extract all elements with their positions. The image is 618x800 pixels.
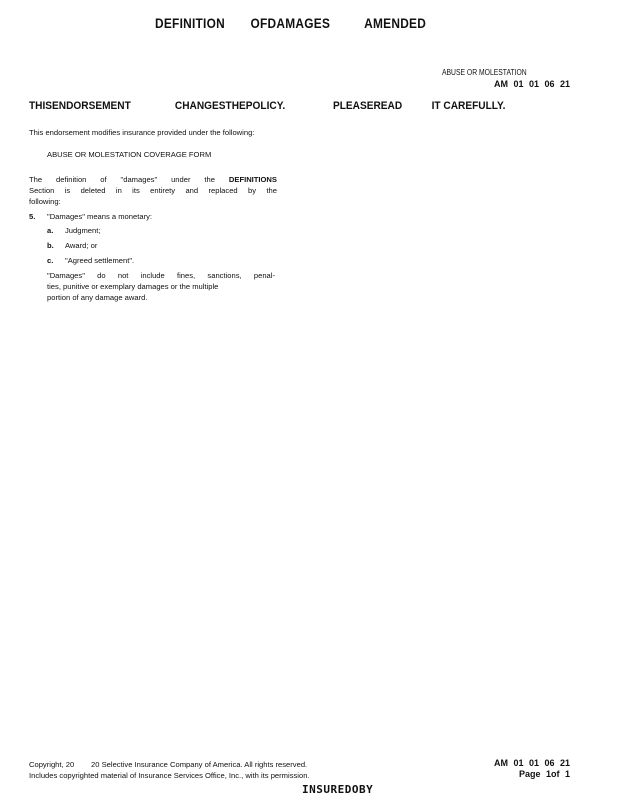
footer-copyright [29,759,310,781]
definition-paragraph [29,174,277,207]
item-letter: b. [47,241,54,250]
paragraph-line-2: Section is deleted in its entirety and replaced by the [29,186,277,195]
damages-definition [29,211,289,303]
list-item [47,225,289,240]
iso-notice-line: Includes copyrighted material of Insurance Services Office, Inc., with its permission. [29,771,310,780]
title-part: OFDAMAGES [250,15,331,31]
definition-lead: "Damages" means a monetary: [47,212,152,221]
item-text: Judgment; [65,226,101,235]
notice-part: IT CAREFULLY. [431,100,506,112]
form-code: AM 01 01 06 21 [493,79,570,89]
title-part: DEFINITION [155,15,225,31]
notice-part: PLEASEREAD [332,100,403,112]
page-number: Page 1of 1 [518,769,570,779]
definition-number: 5. [29,212,36,221]
damages-exclusion [47,270,275,303]
item-letter: a. [47,226,54,235]
copyright-line: Copyright, 20 20 Selective Insurance Company of America. All rights reserved. [29,760,308,769]
coverage-form-name: ABUSE OR MOLESTATION COVERAGE FORM [47,150,212,159]
document-title [155,15,426,31]
exclusion-line: ties, punitive or exemplary damages or the multiple [47,282,219,291]
definition-items [47,225,289,270]
paragraph-line-3: following: [29,197,61,206]
list-item [47,255,289,270]
paragraph-line-1 [29,174,277,185]
item-text: "Agreed settlement". [65,256,135,265]
intro-text: This endorsement modifies insurance provided under the following: [29,128,255,137]
watermark: INSUREDOBY [302,783,374,796]
notice-part: CHANGESTHEPOLICY. [174,100,286,112]
item-letter: c. [47,256,54,265]
exclusion-line: "Damages" do not include fines, sanctions, penal- [47,271,275,280]
footer-form-code: AM 01 01 06 21 [493,758,570,768]
endorsement-notice [29,100,505,112]
form-name: ABUSE OR MOLESTATION [442,68,527,77]
notice-part: THISENDORSEMENT [29,100,131,112]
list-item [47,240,289,255]
title-part: AMENDED [364,15,427,31]
item-text: Award; or [65,241,98,250]
paragraph-text: The definition of "damages" under the [29,175,215,184]
exclusion-line: portion of any damage award. [47,293,148,302]
definitions-heading: DEFINITIONS [228,175,277,184]
